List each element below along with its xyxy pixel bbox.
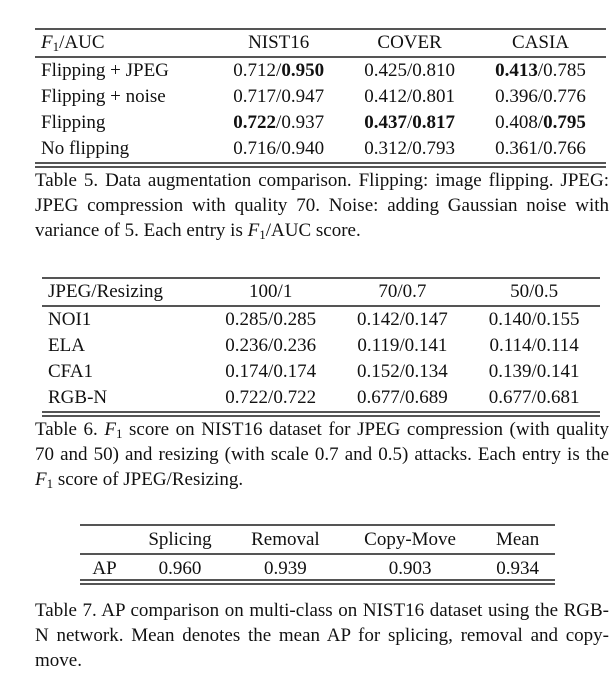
- f1-var: F: [41, 32, 53, 53]
- table-6-col-50-05: 50/0.5: [510, 281, 559, 302]
- table-6-header-row: [42, 278, 600, 306]
- table-7-header-empty: [80, 525, 129, 554]
- score-cell: 0.677/0.689: [357, 387, 448, 408]
- separator: /: [537, 138, 544, 159]
- f1-sub: 1: [115, 426, 123, 441]
- auc-value: 0.810: [412, 60, 455, 81]
- score-cell: [475, 84, 606, 110]
- metric-rest: /AUC: [59, 32, 105, 53]
- row-label: RGB-N: [48, 387, 108, 408]
- auc-value: 0.785: [543, 60, 586, 81]
- table-6-header-label: JPEG/Resizing: [48, 281, 164, 302]
- score-cell: [344, 57, 475, 84]
- auc-value: 0.793: [412, 138, 455, 159]
- row-label: AP: [92, 558, 117, 579]
- table-7-col-copy-move: Copy-Move: [364, 529, 456, 550]
- auc-value: 0.801: [412, 86, 455, 107]
- f1-value: 0.408: [495, 112, 538, 133]
- table-6-col-70-07: 70/0.7: [378, 281, 427, 302]
- table-7-col-removal: Removal: [251, 529, 320, 550]
- score-cell: [344, 110, 475, 136]
- score-cell: [344, 84, 475, 110]
- cell-copy-move: 0.903: [388, 558, 432, 579]
- f1-value: 0.412: [364, 86, 407, 107]
- row-label: ELA: [48, 335, 85, 356]
- f1-value: 0.312: [364, 138, 407, 159]
- f1-var: F: [35, 469, 47, 490]
- table-row: [42, 385, 600, 413]
- score-cell: 0.139/0.141: [488, 361, 580, 382]
- score-cell: [475, 136, 606, 164]
- caption-text: score on NIST16 dataset for JPEG compression (with quality 70 and 50) and resizing (with scale 0.7 and 0.5) attacks. Each entry is the: [35, 419, 609, 465]
- separator: /: [276, 138, 282, 159]
- cell-mean: 0.934: [496, 558, 539, 579]
- row-label: Flipping: [41, 112, 106, 133]
- table-row: [35, 57, 606, 84]
- f1-value: 0.717: [233, 86, 277, 107]
- row-label: CFA1: [48, 361, 94, 382]
- table-row: [35, 84, 606, 110]
- table-5-data-augmentation: [35, 28, 606, 164]
- f1-value: 0.712: [233, 60, 277, 81]
- separator: /: [537, 112, 544, 133]
- table-row: [42, 333, 600, 359]
- table-row: [42, 306, 600, 333]
- separator: /: [276, 112, 282, 133]
- score-cell: 0.152/0.134: [357, 361, 448, 382]
- score-cell: 0.285/0.285: [225, 309, 317, 330]
- auc-value: 0.795: [543, 112, 586, 133]
- f1-value: 0.425: [364, 60, 407, 81]
- table-5-col-cover: COVER: [377, 32, 442, 53]
- caption-text: /AUC score.: [265, 220, 361, 241]
- table-7-header-row: [80, 525, 555, 554]
- auc-value: 0.776: [543, 86, 586, 107]
- separator: /: [276, 60, 282, 81]
- f1-sub: 1: [259, 227, 266, 242]
- caption-text: Table 5. Data augmentation comparison. Flipping: image flipping. JPEG: JPEG compression with quality 70. Noise: adding Gaussian noise with variance of 5. Each entry is: [35, 170, 609, 241]
- f1-value: 0.396: [495, 86, 538, 107]
- score-cell: 0.677/0.681: [488, 387, 580, 408]
- table-5-header-metric: [35, 29, 213, 57]
- score-cell: 0.142/0.147: [357, 309, 448, 330]
- f1-sub: 1: [46, 476, 54, 491]
- row-label: Flipping + JPEG: [41, 60, 169, 81]
- score-cell: [213, 136, 344, 164]
- auc-value: 0.817: [412, 112, 455, 133]
- table-row: [35, 136, 606, 164]
- row-label: NOI1: [48, 309, 92, 330]
- table-row: [42, 359, 600, 385]
- f1-value: 0.716: [233, 138, 277, 159]
- table-7-ap-comparison: [80, 524, 555, 584]
- table-7-col-mean: Mean: [495, 529, 540, 550]
- score-cell: [213, 57, 344, 84]
- table-6-col-100-1: 100/1: [249, 281, 293, 302]
- score-cell: 0.722/0.722: [225, 387, 317, 408]
- auc-value: 0.940: [281, 138, 325, 159]
- score-cell: [213, 110, 344, 136]
- score-cell: 0.140/0.155: [488, 309, 580, 330]
- auc-value: 0.950: [281, 60, 325, 81]
- caption-text: Table 6.: [35, 419, 105, 440]
- caption-text: score of JPEG/Resizing.: [53, 469, 244, 490]
- table-7-caption: Table 7. AP comparison on multi-class on NIST16 dataset using the RGB-N network. Mean denotes the mean AP for splicing, removal and copy-move.: [35, 600, 609, 671]
- score-cell: [475, 110, 606, 136]
- score-cell: 0.236/0.236: [225, 335, 317, 356]
- auc-value: 0.766: [543, 138, 586, 159]
- score-cell: 0.114/0.114: [489, 335, 579, 356]
- f1-value: 0.437: [364, 112, 407, 133]
- auc-value: 0.947: [281, 86, 325, 107]
- table-5-col-nist16: NIST16: [248, 32, 310, 53]
- table-7-col-splicing: Splicing: [148, 529, 212, 550]
- separator: /: [537, 86, 544, 107]
- f1-sub: 1: [52, 39, 60, 54]
- f1-value: 0.413: [495, 60, 538, 81]
- separator: /: [276, 86, 282, 107]
- separator: /: [406, 138, 413, 159]
- table-row: [35, 110, 606, 136]
- cell-removal: 0.939: [264, 558, 307, 579]
- table-7-bottom-double-rule: [80, 579, 555, 585]
- score-cell: 0.119/0.141: [357, 335, 448, 356]
- f1-var: F: [104, 419, 116, 440]
- table-5-caption: [35, 168, 609, 243]
- separator: /: [406, 60, 413, 81]
- table-5-header-row: [35, 29, 606, 57]
- table-6-jpeg-resizing: [42, 277, 600, 413]
- row-label: Flipping + noise: [41, 86, 166, 107]
- f1-value: 0.722: [233, 112, 277, 133]
- score-cell: 0.174/0.174: [225, 361, 317, 382]
- table-5-col-casia: CASIA: [512, 32, 570, 53]
- score-cell: [213, 84, 344, 110]
- table-6-caption: [35, 417, 609, 492]
- score-cell: [475, 57, 606, 84]
- separator: /: [406, 112, 413, 133]
- separator: /: [537, 60, 544, 81]
- f1-var: F: [247, 220, 260, 241]
- cell-splicing: 0.960: [158, 558, 202, 579]
- f1-value: 0.361: [495, 138, 538, 159]
- row-label: No flipping: [41, 138, 130, 159]
- auc-value: 0.937: [281, 112, 325, 133]
- score-cell: [344, 136, 475, 164]
- separator: /: [406, 86, 413, 107]
